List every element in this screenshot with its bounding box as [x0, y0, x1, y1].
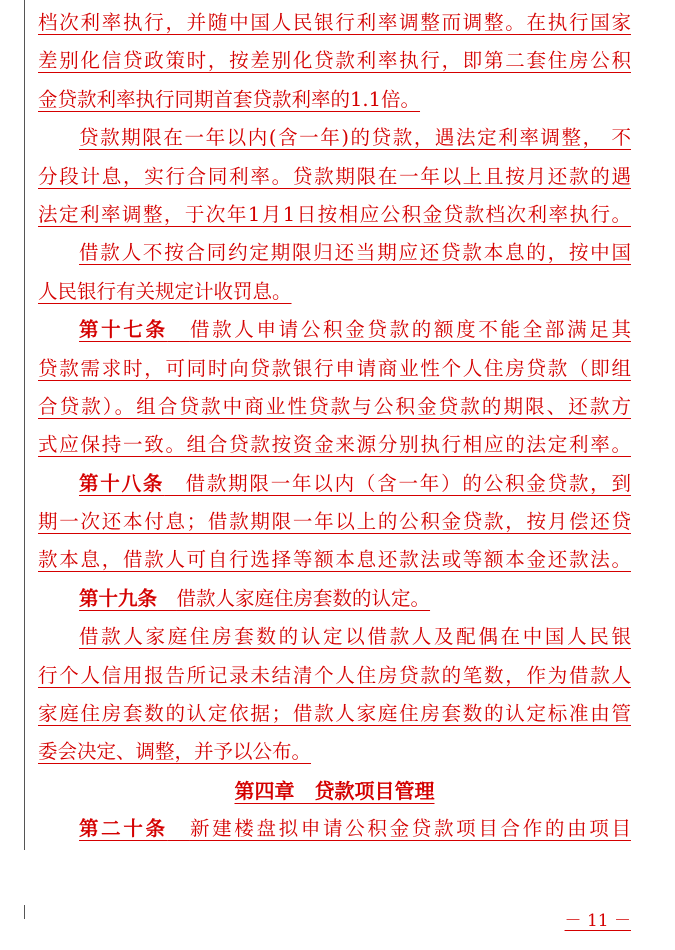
- text-line: 期一次还本付息；借款期限一年以上的公积金贷款，按月偿还贷: [38, 510, 631, 534]
- text-line: 式应保持一致。组合贷款按资金来源分别执行相应的法定利率。: [38, 433, 631, 457]
- article-20-first-line: 第二十条 新建楼盘拟申请公积金贷款项目合作的由项目: [79, 817, 631, 841]
- text-line: 人民银行有关规定计收罚息。: [38, 279, 292, 303]
- article-18-first-line: 第十八条 借款期限一年以内（含一年）的公积金贷款，到: [79, 471, 631, 495]
- article-18-heading: 第十八条: [79, 471, 165, 495]
- article-19-first-line: 第十九条 借款人家庭住房套数的认定。: [79, 586, 431, 610]
- text-line: 行个人信用报告所记录未结清个人住房贷款的笔数，作为借款人: [38, 663, 631, 687]
- text-line: 档次利率执行，并随中国人民银行利率调整而调整。在执行国家: [38, 11, 631, 34]
- text-line: 差别化信贷政策时，按差别化贷款利率执行，即第二套住房公积: [38, 49, 631, 73]
- article-17-heading: 第十七条: [79, 318, 168, 342]
- chapter-heading: 第四章 贷款项目管理: [234, 778, 435, 803]
- text-line: 贷款需求时，可同时向贷款银行申请商业性个人住房贷款（即组: [38, 356, 631, 380]
- text-line: 分段计息，实行合同利率。贷款期限在一年以上且按月还款的遇: [38, 164, 631, 188]
- text-line: 家庭住房套数的认定依据；借款人家庭住房套数的认定标准由管: [38, 702, 631, 726]
- document-body: [38, 4, 631, 849]
- text-line: 借款人家庭住房套数的认定以借款人及配偶在中国人民银: [79, 625, 631, 649]
- left-margin-line: [24, 0, 25, 850]
- text-line: 借款人不按合同约定期限归还当期应还贷款本息的，按中国: [79, 241, 631, 265]
- text-line: 合贷款）。组合贷款中商业性贷款与公积金贷款的期限、还款方: [38, 394, 631, 418]
- text-line: 委会决定、调整，并予以公布。: [38, 740, 312, 764]
- left-margin-tick: [24, 905, 25, 919]
- text-line: 金贷款利率执行同期首套贷款利率的1.1倍。: [38, 87, 421, 111]
- text-line: 法定利率调整，于次年1月1日按相应公积金贷款档次利率执行。: [38, 202, 631, 226]
- text-line: 款本息，借款人可自行选择等额本息还款法或等额本金还款法。: [38, 548, 631, 572]
- article-20-heading: 第二十条: [79, 817, 168, 841]
- page-number: － 11 －: [564, 911, 631, 931]
- article-17-first-line: 第十七条 借款人申请公积金贷款的额度不能全部满足其: [79, 318, 631, 342]
- article-19-heading: 第十九条: [79, 586, 158, 610]
- text-line: 贷款期限在一年以内(含一年)的贷款，遇法定利率调整， 不: [79, 126, 631, 150]
